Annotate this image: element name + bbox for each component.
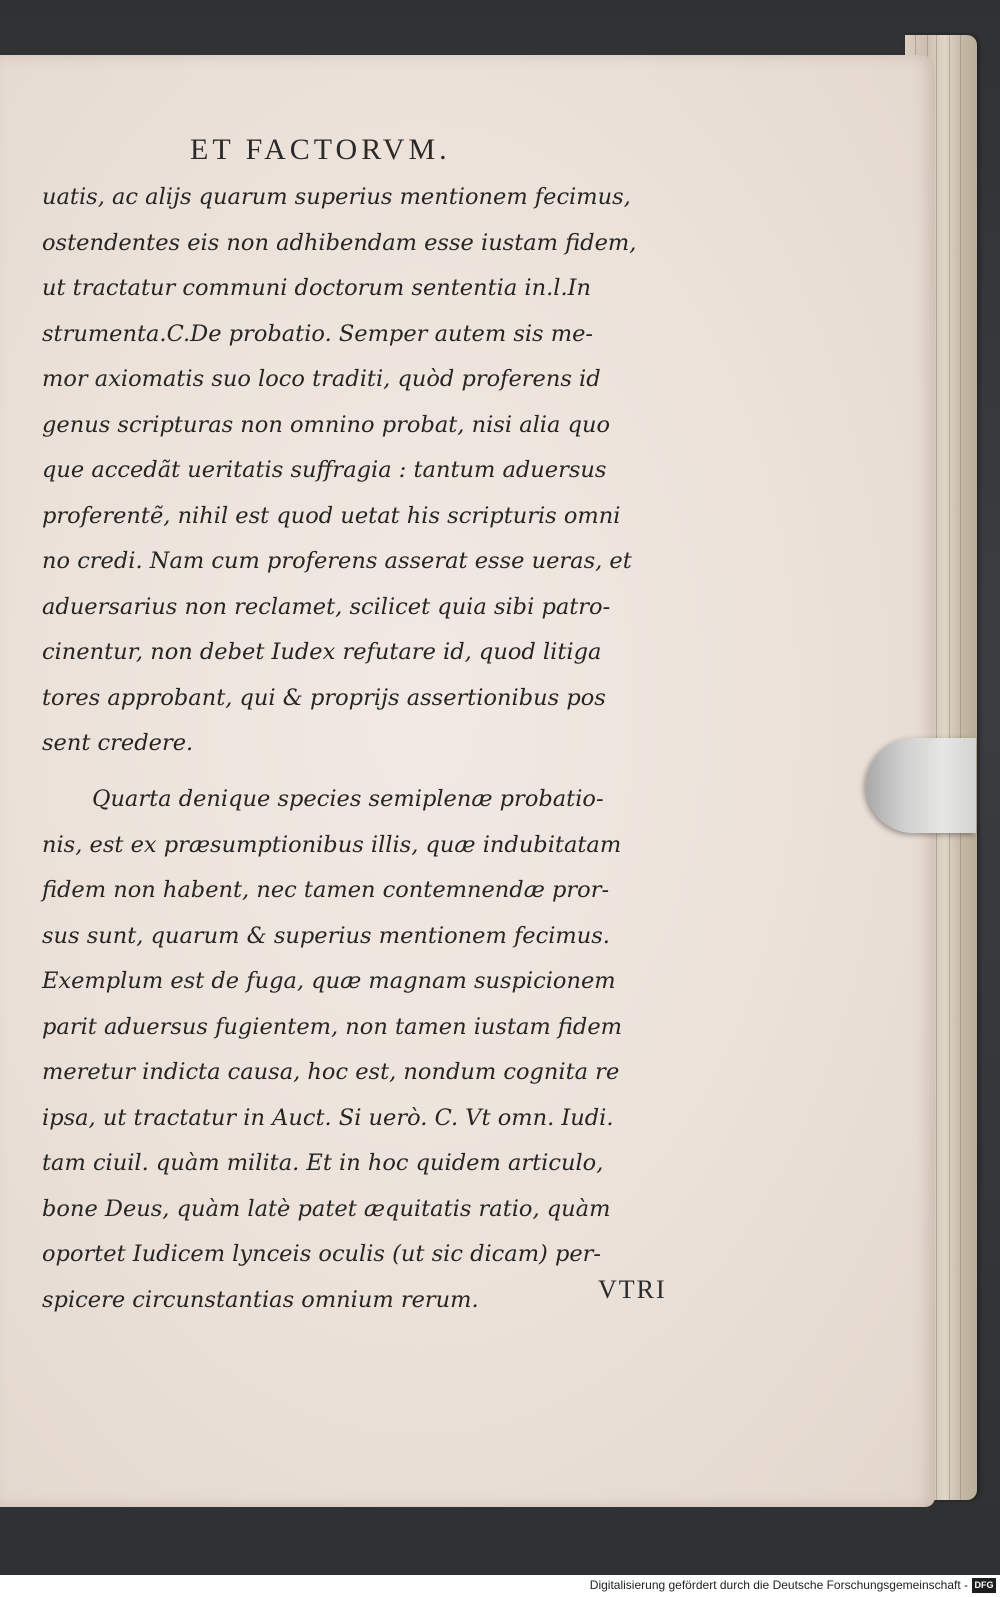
text-line: no credi. Nam cum proferens asserat esse ueras, et (42, 548, 632, 574)
catchword: VTRI (598, 1275, 667, 1304)
text-line: genus scripturas non omnino probat, nisi alia quo (42, 411, 611, 438)
text-line: tam ciuil. quàm milita. Et in hoc quidem articulo, (42, 1150, 604, 1176)
text-line: fidem non habent, nec tamen contemnendæ pror- (42, 877, 610, 903)
text-line: ostendentes eis non adhibendam esse iustam fidem, (42, 229, 637, 256)
text-line: tores approbant, qui & proprijs assertionibus pos (42, 684, 606, 711)
running-header: ET FACTORVM. (190, 133, 451, 166)
text-line: aduersarius non reclamet, scilicet quia sibi patro- (42, 593, 611, 620)
book-page (0, 55, 935, 1507)
text-line: proferentẽ, nihil est quod uetat his scripturis omni (42, 502, 621, 529)
text-line: nis, est ex præsumptionibus illis, quæ indubitatam (42, 831, 622, 858)
text-line: mor axiomatis suo loco traditi, quòd proferens id (42, 366, 601, 392)
footer-bar (0, 1575, 1000, 1597)
text-line: parit aduersus fugientem, non tamen iustam fidem (42, 1013, 622, 1040)
text-line: sus sunt, quarum & superius mentionem fecimus. (42, 922, 610, 949)
text-line: Quarta denique species semiplenæ probatio- (92, 786, 604, 812)
text-line: uatis, ac alijs quarum superius mentionem fecimus, (42, 184, 631, 210)
page-clip (866, 738, 976, 833)
text-line: Exemplum est de fuga, quæ magnam suspicionem (42, 968, 616, 994)
text-line: que accedãt ueritatis suffragia : tantum aduersus (42, 457, 607, 483)
text-line: ipsa, ut tractatur in Auct. Si uerò. C. Vt omn. Iudi. (42, 1104, 614, 1131)
paragraph-2 (42, 777, 682, 1323)
text-line: ut tractatur communi doctorum sententia in.l.In (42, 275, 591, 301)
text-line: spicere circunstantias omnium rerum. (42, 1286, 479, 1313)
footer-credit: Digitalisierung gefördert durch die Deutsche Forschungsgemeinschaft - (589, 1578, 968, 1592)
text-line: oportet Iudicem lynceis oculis (ut sic dicam) per- (42, 1241, 602, 1267)
paragraph-1 (42, 175, 682, 767)
text-line: cinentur, non debet Iudex refutare id, quod litiga (42, 639, 602, 665)
text-line: meretur indicta causa, hoc est, nondum cognita re (42, 1059, 620, 1085)
text-line: sent credere. (42, 730, 194, 756)
dfg-logo: DFG (972, 1578, 996, 1593)
text-line: strumenta.C.De probatio. Semper autem sis me- (42, 320, 594, 347)
text-line: bone Deus, quàm latè patet æquitatis ratio, quàm (42, 1195, 611, 1222)
